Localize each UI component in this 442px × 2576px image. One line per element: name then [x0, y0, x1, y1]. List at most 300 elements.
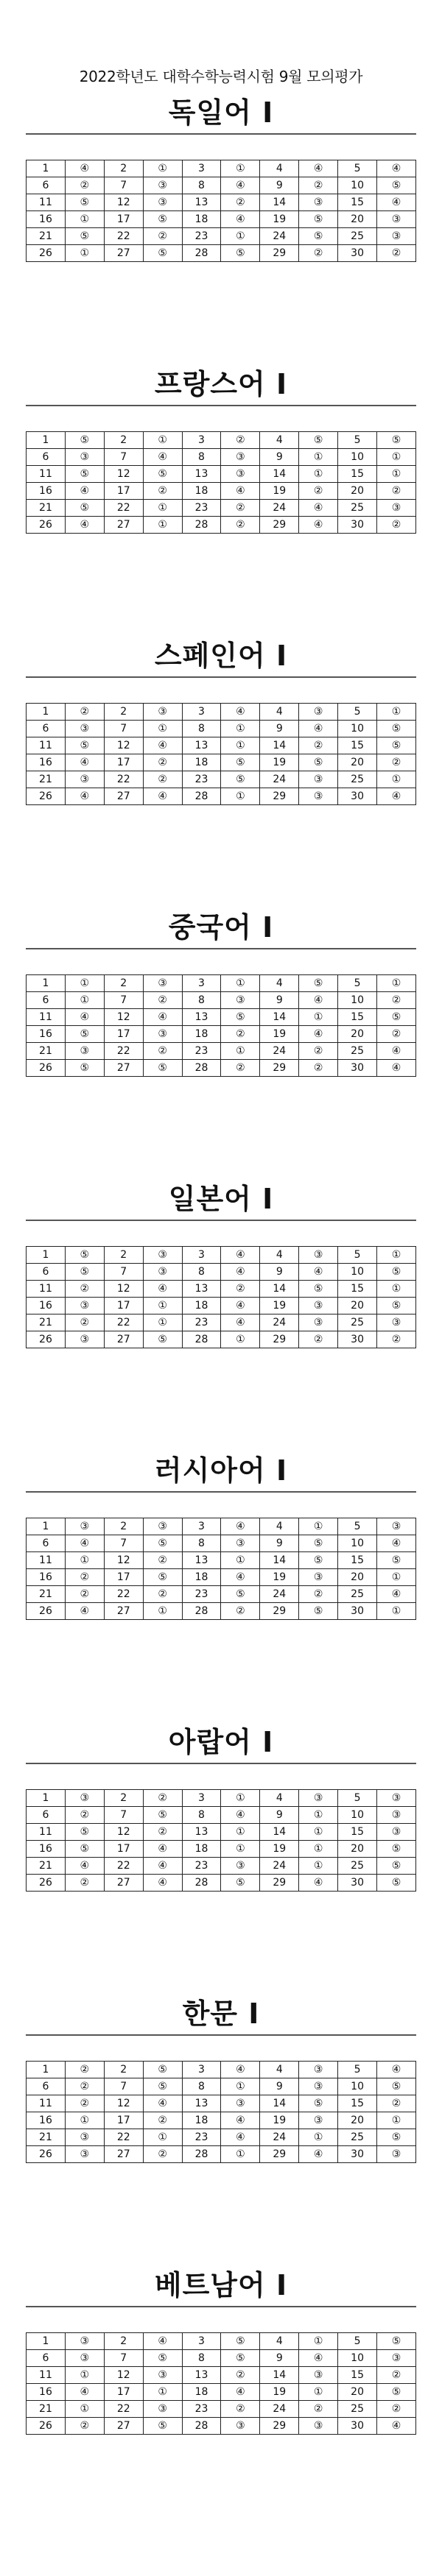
question-number: 19: [260, 1841, 299, 1858]
table-row: [27, 2095, 416, 2112]
table-row: [27, 1009, 416, 1026]
subject-title: 러시아어 I: [26, 1450, 416, 1493]
answer-cell: ③: [221, 2418, 260, 2435]
answer-cell: ③: [299, 2078, 338, 2095]
answer-cell: ①: [377, 975, 416, 992]
answer-cell: ⑤: [221, 1875, 260, 1892]
question-number: 23: [182, 500, 221, 517]
answer-cell: ②: [65, 704, 104, 721]
answer-cell: ⑤: [65, 432, 104, 449]
answer-cell: ④: [377, 194, 416, 211]
answer-cell: ③: [65, 1518, 104, 1535]
answer-table: [26, 2061, 416, 2163]
answer-cell: ④: [221, 2112, 260, 2129]
table-row: [27, 771, 416, 788]
question-number: 6: [27, 721, 66, 737]
table-row: [27, 2384, 416, 2401]
answer-cell: ④: [221, 1314, 260, 1331]
table-row: [27, 1790, 416, 1807]
question-number: 17: [104, 1569, 143, 1586]
answer-cell: ④: [299, 721, 338, 737]
table-row: [27, 737, 416, 754]
question-number: 15: [338, 737, 377, 754]
answer-cell: ⑤: [65, 228, 104, 245]
answer-cell: ②: [299, 1331, 338, 1348]
question-number: 21: [27, 2129, 66, 2146]
question-number: 11: [27, 737, 66, 754]
question-number: 1: [27, 2062, 66, 2078]
question-number: 15: [338, 2367, 377, 2384]
question-number: 24: [260, 500, 299, 517]
question-number: 18: [182, 2384, 221, 2401]
question-number: 26: [27, 2418, 66, 2435]
answer-cell: ①: [221, 160, 260, 177]
question-number: 23: [182, 2401, 221, 2418]
question-number: 27: [104, 1331, 143, 1348]
answer-cell: ③: [143, 1026, 182, 1043]
answer-table: [26, 1246, 416, 1348]
question-number: 4: [260, 975, 299, 992]
answer-cell: ④: [377, 788, 416, 805]
answer-cell: ⑤: [65, 466, 104, 483]
question-number: 30: [338, 2418, 377, 2435]
question-number: 27: [104, 245, 143, 262]
answer-cell: ④: [299, 500, 338, 517]
answer-cell: ④: [299, 992, 338, 1009]
question-number: 10: [338, 2350, 377, 2367]
table-row: [27, 1026, 416, 1043]
answer-cell: ⑤: [143, 1569, 182, 1586]
answer-table: [26, 431, 416, 534]
answer-cell: ⑤: [65, 1824, 104, 1841]
table-row: [27, 2078, 416, 2095]
question-number: 27: [104, 1603, 143, 1620]
answer-cell: ⑤: [299, 754, 338, 771]
question-number: 29: [260, 1603, 299, 1620]
answer-cell: ④: [143, 1841, 182, 1858]
answer-cell: ②: [143, 1043, 182, 1060]
answer-cell: ③: [299, 788, 338, 805]
answer-cell: ④: [299, 1875, 338, 1892]
question-number: 15: [338, 1009, 377, 1026]
answer-cell: ④: [65, 754, 104, 771]
table-row: [27, 1060, 416, 1077]
table-row: [27, 1586, 416, 1603]
question-number: 19: [260, 1298, 299, 1314]
answer-cell: ①: [143, 2384, 182, 2401]
answer-cell: ③: [221, 466, 260, 483]
question-number: 25: [338, 228, 377, 245]
table-row: [27, 2418, 416, 2435]
question-number: 16: [27, 2112, 66, 2129]
answer-cell: ③: [377, 1824, 416, 1841]
answer-cell: ④: [299, 160, 338, 177]
question-number: 8: [182, 1264, 221, 1281]
question-number: 3: [182, 432, 221, 449]
question-number: 16: [27, 211, 66, 228]
subject-title: 베트남어 I: [26, 2265, 416, 2307]
answer-cell: ④: [143, 449, 182, 466]
question-number: 6: [27, 1535, 66, 1552]
subject-title: 스페인어 I: [26, 635, 416, 678]
table-row: [27, 228, 416, 245]
answer-cell: ①: [143, 160, 182, 177]
answer-cell: ④: [221, 2384, 260, 2401]
question-number: 23: [182, 1586, 221, 1603]
question-number: 21: [27, 500, 66, 517]
question-number: 13: [182, 2095, 221, 2112]
question-number: 11: [27, 194, 66, 211]
subject-section: [26, 1178, 416, 1348]
question-number: 1: [27, 160, 66, 177]
answer-cell: ②: [377, 2095, 416, 2112]
answer-cell: ③: [65, 721, 104, 737]
answer-cell: ④: [377, 1043, 416, 1060]
answer-cell: ④: [377, 2418, 416, 2435]
answer-cell: ③: [299, 2112, 338, 2129]
answer-cell: ②: [143, 2112, 182, 2129]
answer-cell: ②: [143, 992, 182, 1009]
question-number: 10: [338, 992, 377, 1009]
table-row: [27, 1535, 416, 1552]
subject-section: [26, 92, 416, 261]
answer-cell: ①: [299, 466, 338, 483]
question-number: 26: [27, 1060, 66, 1077]
answer-table: [26, 160, 416, 262]
answer-cell: ⑤: [143, 2062, 182, 2078]
question-number: 1: [27, 2333, 66, 2350]
answer-cell: ⑤: [377, 177, 416, 194]
answer-cell: ⑤: [221, 2333, 260, 2350]
question-number: 29: [260, 1331, 299, 1348]
answer-cell: ③: [299, 1569, 338, 1586]
table-row: [27, 1043, 416, 1060]
question-number: 5: [338, 975, 377, 992]
question-number: 13: [182, 737, 221, 754]
question-number: 24: [260, 228, 299, 245]
answer-cell: ⑤: [377, 2078, 416, 2095]
question-number: 19: [260, 754, 299, 771]
answer-cell: ②: [65, 1314, 104, 1331]
answer-cell: ④: [299, 2146, 338, 2163]
question-number: 7: [104, 2078, 143, 2095]
answer-cell: ⑤: [377, 1875, 416, 1892]
answer-cell: ③: [377, 1518, 416, 1535]
question-number: 2: [104, 432, 143, 449]
answer-cell: ⑤: [299, 211, 338, 228]
answer-cell: ④: [221, 1298, 260, 1314]
question-number: 18: [182, 1298, 221, 1314]
answer-cell: ①: [143, 1314, 182, 1331]
answer-cell: ②: [299, 245, 338, 262]
question-number: 19: [260, 211, 299, 228]
table-row: [27, 1569, 416, 1586]
question-number: 7: [104, 1807, 143, 1824]
answer-cell: ②: [65, 1807, 104, 1824]
question-number: 2: [104, 1790, 143, 1807]
subject-section: [26, 1993, 416, 2162]
answer-cell: ①: [221, 1331, 260, 1348]
question-number: 30: [338, 245, 377, 262]
answer-cell: ③: [143, 2367, 182, 2384]
answer-cell: ①: [65, 992, 104, 1009]
question-number: 17: [104, 2112, 143, 2129]
answer-cell: ④: [221, 1247, 260, 1264]
answer-cell: ①: [221, 2078, 260, 2095]
question-number: 10: [338, 177, 377, 194]
question-number: 30: [338, 1060, 377, 1077]
answer-cell: ⑤: [65, 1247, 104, 1264]
answer-cell: ②: [299, 483, 338, 500]
answer-cell: ③: [299, 1314, 338, 1331]
question-number: 5: [338, 1790, 377, 1807]
question-number: 6: [27, 2078, 66, 2095]
question-number: 11: [27, 1281, 66, 1298]
answer-table: [26, 1518, 416, 1620]
question-number: 18: [182, 2112, 221, 2129]
question-number: 29: [260, 788, 299, 805]
answer-cell: ④: [65, 1858, 104, 1875]
answer-cell: ②: [65, 177, 104, 194]
question-number: 29: [260, 2146, 299, 2163]
answer-cell: ④: [143, 737, 182, 754]
table-row: [27, 1314, 416, 1331]
answer-cell: ④: [143, 788, 182, 805]
answer-cell: ②: [299, 1586, 338, 1603]
answer-cell: ③: [221, 992, 260, 1009]
question-number: 2: [104, 1518, 143, 1535]
question-number: 9: [260, 992, 299, 1009]
question-number: 12: [104, 737, 143, 754]
question-number: 13: [182, 2367, 221, 2384]
question-number: 4: [260, 1247, 299, 1264]
question-number: 18: [182, 1026, 221, 1043]
answer-cell: ②: [377, 2367, 416, 2384]
answer-cell: ③: [65, 2146, 104, 2163]
question-number: 3: [182, 704, 221, 721]
answer-cell: ③: [65, 1331, 104, 1348]
table-row: [27, 245, 416, 262]
question-number: 2: [104, 2333, 143, 2350]
answer-cell: ⑤: [65, 1026, 104, 1043]
answer-cell: ①: [221, 1043, 260, 1060]
answer-cell: ②: [65, 1569, 104, 1586]
table-row: [27, 1875, 416, 1892]
question-number: 3: [182, 2062, 221, 2078]
question-number: 4: [260, 160, 299, 177]
question-number: 24: [260, 2129, 299, 2146]
question-number: 16: [27, 2384, 66, 2401]
question-number: 1: [27, 975, 66, 992]
answer-cell: ⑤: [143, 2078, 182, 2095]
answer-cell: ①: [377, 449, 416, 466]
answer-cell: ④: [221, 483, 260, 500]
answer-cell: ①: [299, 1807, 338, 1824]
question-number: 26: [27, 788, 66, 805]
answer-cell: ⑤: [377, 1298, 416, 1314]
table-row: [27, 2350, 416, 2367]
answer-cell: ②: [377, 1026, 416, 1043]
table-row: [27, 1603, 416, 1620]
table-row: [27, 2146, 416, 2163]
question-number: 23: [182, 2129, 221, 2146]
question-number: 15: [338, 1552, 377, 1569]
question-number: 24: [260, 1586, 299, 1603]
question-number: 27: [104, 2146, 143, 2163]
answer-cell: ④: [65, 788, 104, 805]
question-number: 10: [338, 1807, 377, 1824]
answer-cell: ③: [221, 1858, 260, 1875]
answer-cell: ⑤: [377, 1552, 416, 1569]
question-number: 6: [27, 2350, 66, 2367]
answer-cell: ③: [299, 1247, 338, 1264]
answer-cell: ②: [221, 1603, 260, 1620]
answer-cell: ⑤: [377, 2129, 416, 2146]
answer-cell: ⑤: [377, 1841, 416, 1858]
answer-cell: ⑤: [65, 1264, 104, 1281]
table-row: [27, 2333, 416, 2350]
question-number: 3: [182, 2333, 221, 2350]
answer-cell: ②: [65, 1875, 104, 1892]
question-number: 5: [338, 160, 377, 177]
answer-cell: ③: [221, 1535, 260, 1552]
answer-cell: ②: [143, 771, 182, 788]
question-number: 14: [260, 194, 299, 211]
answer-cell: ④: [143, 2333, 182, 2350]
subject-section: [26, 1722, 416, 1891]
answer-cell: ②: [65, 2418, 104, 2435]
question-number: 26: [27, 245, 66, 262]
answer-cell: ②: [377, 245, 416, 262]
question-number: 20: [338, 211, 377, 228]
question-number: 2: [104, 1247, 143, 1264]
answer-cell: ⑤: [221, 1586, 260, 1603]
answer-cell: ②: [221, 517, 260, 534]
answer-cell: ⑤: [143, 1807, 182, 1824]
table-row: [27, 1518, 416, 1535]
question-number: 28: [182, 2418, 221, 2435]
answer-cell: ①: [299, 1518, 338, 1535]
answer-cell: ③: [299, 704, 338, 721]
answer-cell: ⑤: [377, 2333, 416, 2350]
answer-cell: ②: [299, 177, 338, 194]
answer-cell: ①: [299, 449, 338, 466]
answer-cell: ⑤: [143, 2418, 182, 2435]
question-number: 14: [260, 1552, 299, 1569]
answer-cell: ④: [143, 1875, 182, 1892]
answer-cell: ⑤: [299, 432, 338, 449]
question-number: 29: [260, 517, 299, 534]
answer-cell: ①: [299, 2384, 338, 2401]
question-number: 30: [338, 1331, 377, 1348]
question-number: 3: [182, 160, 221, 177]
answer-table: [26, 974, 416, 1077]
question-number: 24: [260, 1314, 299, 1331]
question-number: 23: [182, 228, 221, 245]
answer-cell: ②: [377, 754, 416, 771]
question-number: 16: [27, 1569, 66, 1586]
question-number: 12: [104, 2095, 143, 2112]
table-row: [27, 754, 416, 771]
question-number: 15: [338, 194, 377, 211]
question-number: 25: [338, 1314, 377, 1331]
answer-cell: ②: [65, 2078, 104, 2095]
question-number: 5: [338, 704, 377, 721]
answer-cell: ④: [221, 1569, 260, 1586]
answer-cell: ③: [65, 2350, 104, 2367]
answer-cell: ③: [299, 1298, 338, 1314]
question-number: 15: [338, 1824, 377, 1841]
question-number: 3: [182, 1518, 221, 1535]
question-number: 30: [338, 1603, 377, 1620]
answer-cell: ④: [221, 2062, 260, 2078]
answer-cell: ③: [377, 228, 416, 245]
answer-cell: ⑤: [377, 1264, 416, 1281]
answer-cell: ③: [299, 2062, 338, 2078]
question-number: 6: [27, 1264, 66, 1281]
question-number: 10: [338, 1535, 377, 1552]
answer-cell: ⑤: [143, 1060, 182, 1077]
answer-cell: ⑤: [221, 245, 260, 262]
question-number: 7: [104, 449, 143, 466]
answer-cell: ⑤: [143, 466, 182, 483]
answer-cell: ②: [221, 2367, 260, 2384]
answer-cell: ①: [377, 2112, 416, 2129]
answer-cell: ②: [143, 1824, 182, 1841]
subject-title: 일본어 I: [26, 1178, 416, 1221]
question-number: 14: [260, 737, 299, 754]
question-number: 22: [104, 228, 143, 245]
question-number: 20: [338, 1026, 377, 1043]
answer-cell: ④: [299, 1264, 338, 1281]
answer-cell: ④: [377, 2062, 416, 2078]
table-row: [27, 1298, 416, 1314]
question-number: 26: [27, 1875, 66, 1892]
question-number: 14: [260, 1281, 299, 1298]
answer-cell: ③: [143, 1247, 182, 1264]
question-number: 20: [338, 2112, 377, 2129]
question-number: 13: [182, 1824, 221, 1841]
answer-cell: ④: [143, 1009, 182, 1026]
question-number: 4: [260, 1518, 299, 1535]
answer-cell: ④: [377, 160, 416, 177]
answer-cell: ①: [299, 1824, 338, 1841]
answer-cell: ②: [65, 2062, 104, 2078]
answer-cell: ①: [221, 737, 260, 754]
question-number: 17: [104, 2384, 143, 2401]
answer-cell: ④: [143, 1858, 182, 1875]
answer-cell: ⑤: [143, 1535, 182, 1552]
question-number: 10: [338, 449, 377, 466]
question-number: 20: [338, 483, 377, 500]
answer-cell: ②: [377, 483, 416, 500]
question-number: 14: [260, 2367, 299, 2384]
answer-table: [26, 703, 416, 805]
question-number: 5: [338, 432, 377, 449]
answer-cell: ④: [299, 2350, 338, 2367]
answer-cell: ①: [221, 975, 260, 992]
answer-cell: ④: [221, 2129, 260, 2146]
answer-cell: ②: [221, 500, 260, 517]
question-number: 18: [182, 211, 221, 228]
question-number: 23: [182, 771, 221, 788]
question-number: 21: [27, 771, 66, 788]
question-number: 1: [27, 1790, 66, 1807]
answer-cell: ⑤: [221, 2350, 260, 2367]
question-number: 9: [260, 1535, 299, 1552]
answer-cell: ②: [143, 228, 182, 245]
question-number: 10: [338, 2078, 377, 2095]
